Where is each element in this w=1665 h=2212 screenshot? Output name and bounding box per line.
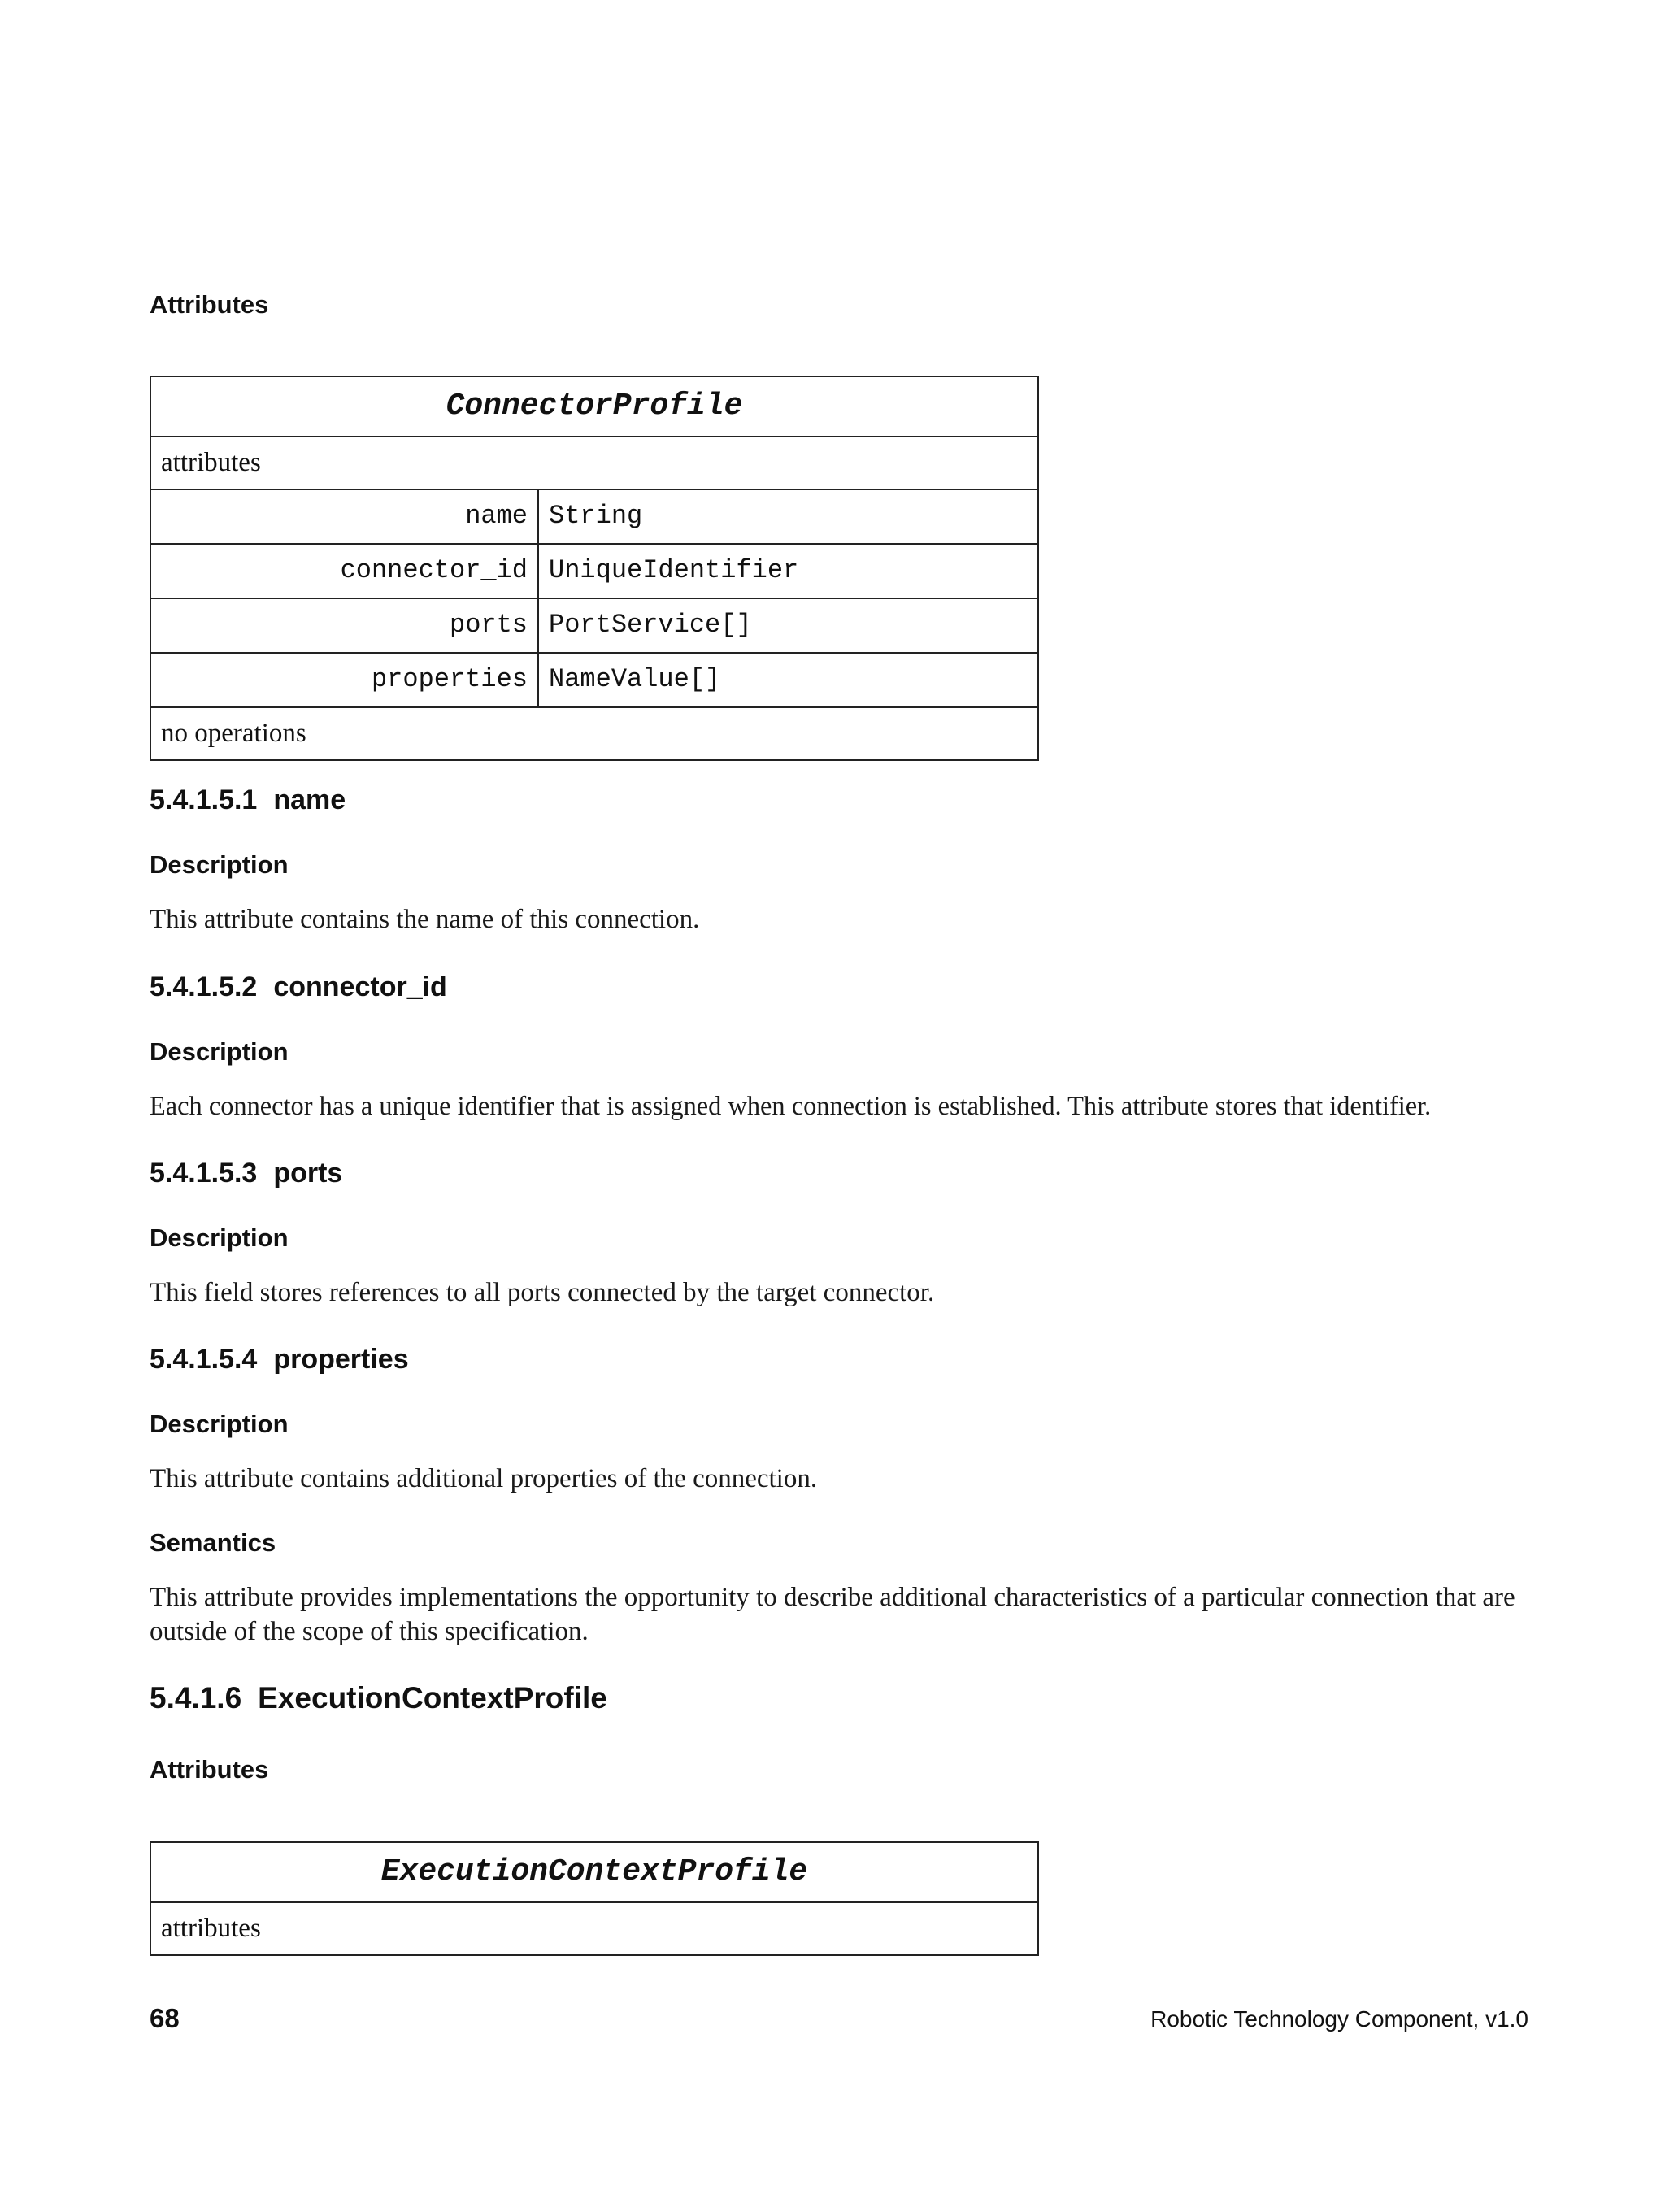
section-title: connector_id xyxy=(273,971,447,1002)
table-row xyxy=(151,545,1037,599)
section-number: 5.4.1.5.1 xyxy=(150,784,258,815)
section-heading-connector-id xyxy=(150,969,447,1005)
section-number: 5.4.1.6 xyxy=(150,1681,242,1714)
table-title: ExecutionContextProfile xyxy=(151,1843,1037,1903)
attr-type: PortService[] xyxy=(549,610,752,640)
section-title: name xyxy=(273,784,346,815)
section-number: 5.4.1.5.4 xyxy=(150,1344,258,1375)
description-label: Description xyxy=(150,1037,289,1066)
description-text: This attribute contains additional properties of the connection. xyxy=(150,1464,818,1493)
section-title: ports xyxy=(273,1158,343,1189)
description-label: Description xyxy=(150,850,289,879)
semantics-text: This attribute provides implementations the opportunity to describe additional characteristics of a particular connection that are outside of the scope of this specification. xyxy=(150,1583,1515,1646)
section-number: 5.4.1.5.2 xyxy=(150,971,258,1002)
attributes-label: attributes xyxy=(161,1914,261,1943)
attr-type: UniqueIdentifier xyxy=(549,555,799,585)
section-number: 5.4.1.5.3 xyxy=(150,1158,258,1189)
semantics-label: Semantics xyxy=(150,1528,276,1557)
page-number: 68 xyxy=(150,2003,180,2033)
attributes-heading: Attributes xyxy=(150,290,269,319)
section-title: properties xyxy=(273,1344,409,1375)
section-heading-name xyxy=(150,782,346,818)
section-title: ExecutionContextProfile xyxy=(258,1681,607,1714)
table-title: ConnectorProfile xyxy=(151,377,1037,437)
document-title: Robotic Technology Component, v1.0 xyxy=(1150,2006,1528,2032)
attr-name: name xyxy=(151,490,539,543)
execution-context-profile-table xyxy=(150,1841,1039,1956)
table-row xyxy=(151,654,1037,708)
description-label: Description xyxy=(150,1410,289,1438)
attributes-label: attributes xyxy=(151,437,1037,490)
section-heading-execution-context-profile xyxy=(150,1680,607,1716)
attr-name: properties xyxy=(151,654,539,706)
table-row xyxy=(151,599,1037,654)
description-label: Description xyxy=(150,1223,289,1252)
table-row xyxy=(151,490,1037,545)
description-text: This field stores references to all ports connected by the target connector. xyxy=(150,1278,935,1307)
connector-profile-table xyxy=(150,376,1039,761)
attr-name: connector_id xyxy=(151,545,539,598)
attributes-heading: Attributes xyxy=(150,1755,269,1784)
description-text: This attribute contains the name of this connection. xyxy=(150,905,700,934)
attr-type: NameValue[] xyxy=(549,664,721,694)
operations-label: no operations xyxy=(161,719,306,748)
attr-type: String xyxy=(549,501,643,531)
section-heading-ports xyxy=(150,1155,342,1191)
description-text: Each connector has a unique identifier that is assigned when connection is established. This attribute stores that identifier. xyxy=(150,1092,1432,1121)
section-heading-properties xyxy=(150,1341,409,1377)
attr-name: ports xyxy=(151,599,539,652)
